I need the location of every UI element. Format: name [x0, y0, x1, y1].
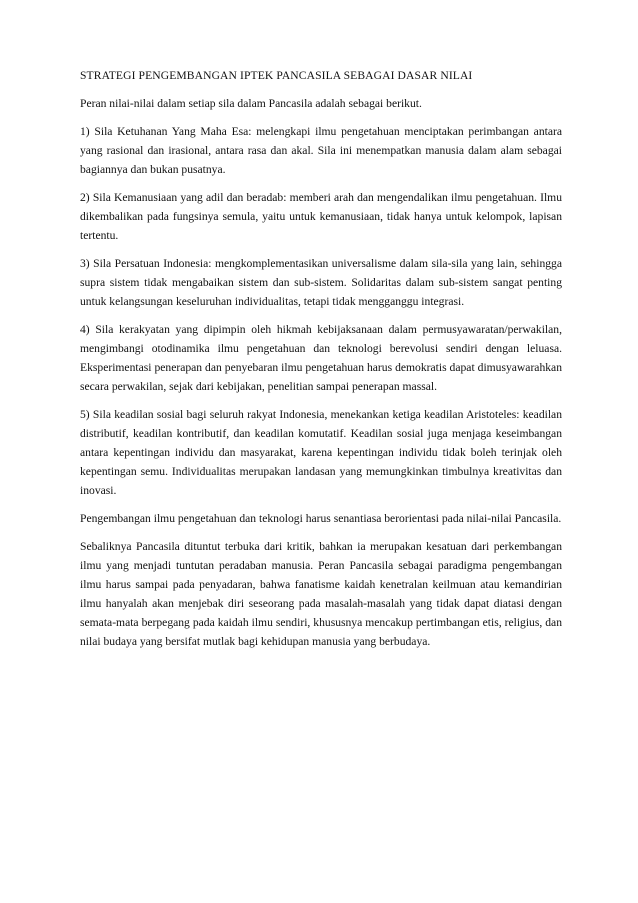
intro-paragraph: Peran nilai-nilai dalam setiap sila dalam Pancasila adalah sebagai berikut. [80, 97, 422, 110]
closing-paragraph-2: Sebaliknya Pancasila dituntut terbuka dari kritik, bahkan ia merupakan kesatuan dari perkembangan ilmu yang menjadi tuntutan peradaban manusia. Peran Pancasila sebagai paradigma pengembangan ilmu harus sampai pada penyadaran, bahwa fanatisme kaidah kenetralan keilmuan atau kemandirian ilmu hanyalah akan menjebak diri seseorang pada masalah-masalah yang tidak dapat diatasi dengan semata-mata berpegang pada kaidah ilmu sendiri, khususnya mencakup pertimbangan etis, religius, dan nilai budaya yang bersifat mutlak bagi kehidupan manusia yang berbudaya. [80, 540, 562, 648]
point-3-paragraph: 3) Sila Persatuan Indonesia: mengkomplementasikan universalisme dalam sila-sila yang lain, sehingga supra sistem tidak mengabaikan sistem dan sub-sistem. Solidaritas dalam sub-sistem sangat penting untuk kelangsungan keseluruhan individualitas, tetapi tidak mengganggu integrasi. [80, 257, 562, 308]
document-page [80, 66, 562, 660]
document-title: STRATEGI PENGEMBANGAN IPTEK PANCASILA SEBAGAI DASAR NILAI [80, 69, 473, 82]
point-5-paragraph: 5) Sila keadilan sosial bagi seluruh rakyat Indonesia, menekankan ketiga keadilan Aristoteles: keadilan distributif, keadilan kontributif, dan keadilan komutatif. Keadilan sosial juga menjaga keseimbangan antara kepentingan individu dan masyarakat, karena kepentingan individu tidak boleh terinjak oleh kepentingan semu. Individualitas merupakan landasan yang memungkinkan timbulnya kreativitas dan inovasi. [80, 408, 562, 497]
closing-paragraph-1: Pengembangan ilmu pengetahuan dan teknologi harus senantiasa berorientasi pada nilai-nilai Pancasila. [80, 512, 562, 525]
point-2-paragraph: 2) Sila Kemanusiaan yang adil dan beradab: memberi arah dan mengendalikan ilmu pengetahuan. Ilmu dikembalikan pada fungsinya semula, yaitu untuk kemanusiaan, tidak hanya untuk kelompok, lapisan tertentu. [80, 191, 562, 242]
point-4-paragraph: 4) Sila kerakyatan yang dipimpin oleh hikmah kebijaksanaan dalam permusyawaratan/perwakilan, mengimbangi otodinamika ilmu pengetahuan dan teknologi berevolusi sendiri dengan leluasa. Eksperimentasi penerapan dan penyebaran ilmu pengetahuan harus demokratis dapat dimusyawarahkan secara perwakilan, sejak dari kebijakan, penelitian sampai penerapan massal. [80, 323, 562, 393]
point-1-paragraph: 1) Sila Ketuhanan Yang Maha Esa: melengkapi ilmu pengetahuan menciptakan perimbangan antara yang rasional dan irasional, antara rasa dan akal. Sila ini menempatkan manusia dalam alam sebagai bagiannya dan bukan pusatnya. [80, 125, 562, 176]
